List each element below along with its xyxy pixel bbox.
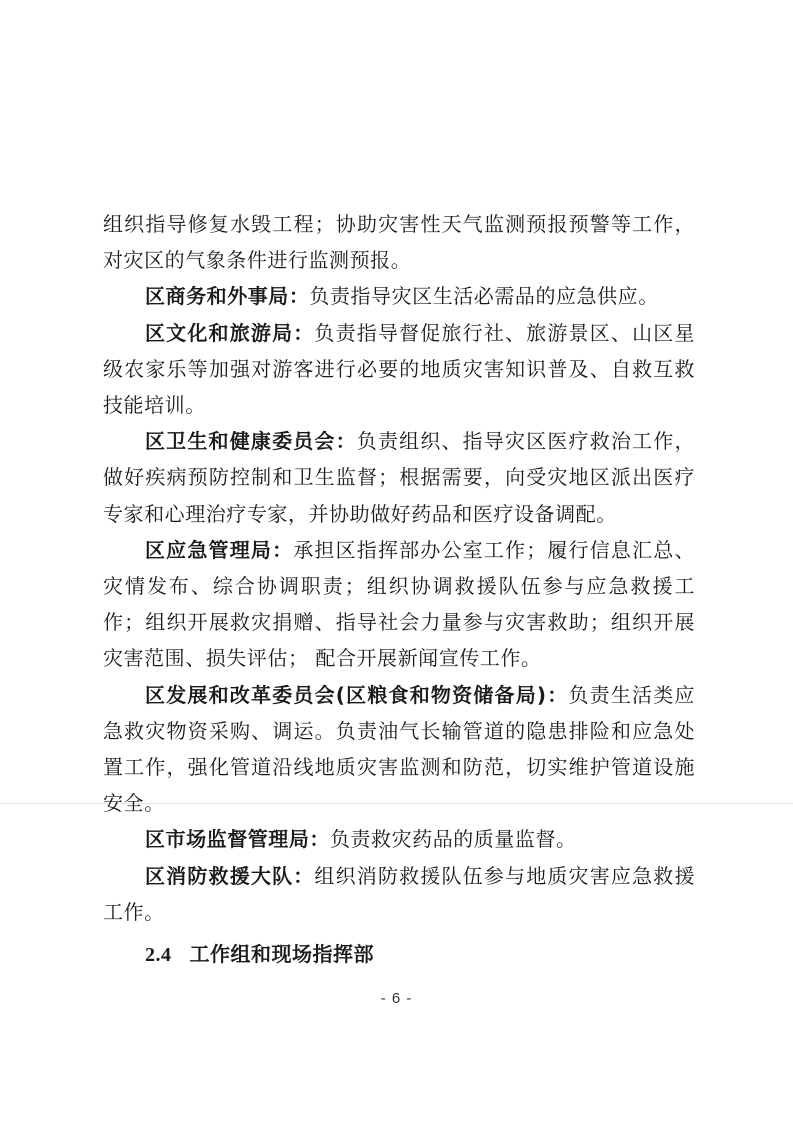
paragraph-continuation bbox=[103, 206, 695, 278]
paragraph-commerce-bureau bbox=[103, 278, 695, 314]
paragraph-label: 区文化和旅游局： bbox=[145, 320, 315, 345]
section-title: 工作组和现场指挥部 bbox=[189, 942, 374, 967]
paragraph-label: 区市场监督管理局： bbox=[145, 827, 330, 852]
paragraph-health-committee bbox=[103, 423, 695, 532]
paragraph-text: 组织指导修复水毁工程；协助灾害性天气监测预报预警等工作，对灾区的气象条件进行监测预报。 bbox=[103, 212, 695, 273]
paragraph-market-supervision-bureau bbox=[103, 821, 695, 857]
paragraph-label: 区商务和外事局： bbox=[145, 284, 310, 309]
paragraph-text: 承担区指挥部办公室工作；履行信息汇总、灾情发布、综合协调职责；组织协调救援队伍参与应急救援工作；组织开展救灾捐赠、指导社会力量参与灾害救助；组织开展灾害范围、损失评估； 配合开展新闻宣传工作。 bbox=[103, 537, 695, 671]
section-number: 2.4 bbox=[145, 944, 172, 967]
paragraph-label: 区消防救援大队： bbox=[145, 863, 315, 888]
paragraph-label: 区应急管理局： bbox=[145, 537, 294, 562]
paragraph-label: 区发展和改革委员会(区粮食和物资储备局)： bbox=[145, 682, 569, 707]
section-heading bbox=[103, 936, 695, 973]
page-number: - 6 - bbox=[380, 990, 413, 1007]
paragraph-text: 负责指导灾区生活必需品的应急供应。 bbox=[309, 284, 659, 309]
body-text bbox=[103, 206, 695, 973]
paragraph-label: 区卫生和健康委员会： bbox=[145, 429, 357, 454]
paragraph-text: 负责指导督促旅行社、旅游景区、山区星级农家乐等加强对游客进行必要的地质灾害知识普及、自救互救技能培训。 bbox=[103, 320, 695, 418]
paragraph-fire-rescue-brigade bbox=[103, 858, 695, 930]
paragraph-text: 负责生活类应急救灾物资采购、调运。负责油气长输管道的隐患排险和应急处置工作，强化管道沿线地质灾害监测和防范，切实维护管道设施安全。 bbox=[103, 682, 695, 816]
paragraph-culture-tourism-bureau bbox=[103, 315, 695, 424]
paragraph-text: 组织消防救援队伍参与地质灾害应急救援工作。 bbox=[103, 863, 695, 924]
paragraph-development-reform-committee bbox=[103, 677, 695, 822]
paragraph-text: 负责救灾药品的质量监督。 bbox=[329, 827, 577, 852]
paragraph-text: 负责组织、指导灾区医疗救治工作，做好疾病预防控制和卫生监督；根据需要，向受灾地区派出医疗专家和心理治疗专家，并协助做好药品和医疗设备调配。 bbox=[103, 429, 695, 526]
paragraph-emergency-bureau bbox=[103, 532, 695, 677]
